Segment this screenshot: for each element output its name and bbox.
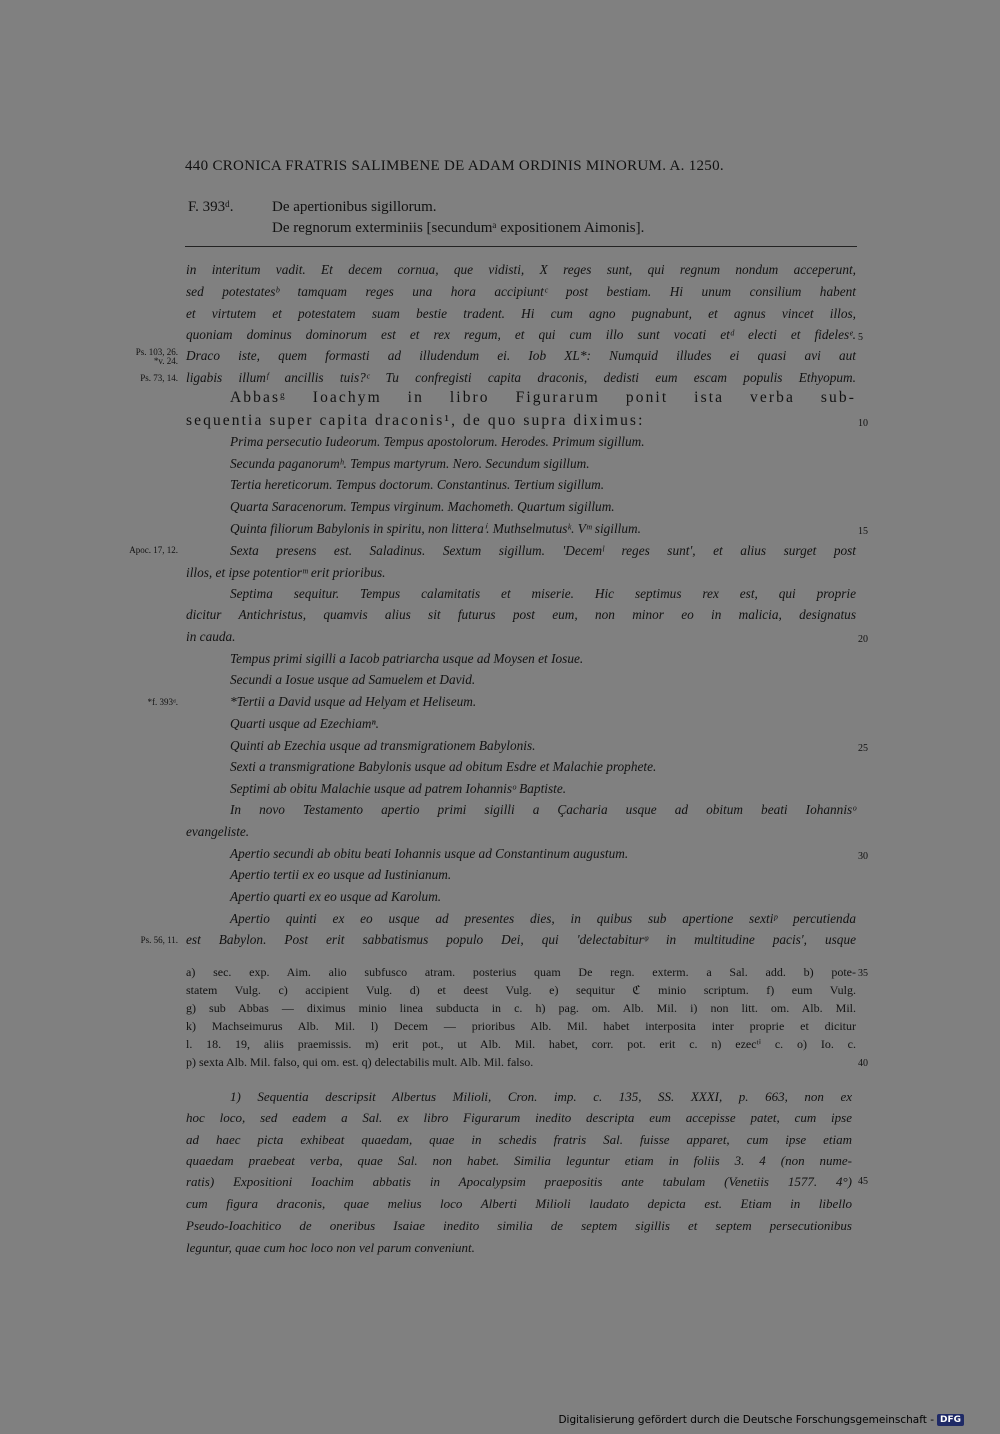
list-item: Tertia hereticorum. Tempus doctorum. Constantinus. Tertium sigillum. [230,477,605,492]
text-line: in cauda. [186,629,236,644]
list-item: Apertio secundi ab obitu beati Iohannis usque ad Constantinum augustum. [230,846,629,861]
apparatus-line: a) sec. exp. Aim. alio subfusco atram. posterius quam De regn. exterm. a Sal. add. b) pote- [186,965,856,979]
note-line: quaedam praebeat verba, quae Sal. non habet. Similia leguntur etiam in foliis 3. 4 (non nume- [186,1153,852,1168]
list-item: Septimi ab obitu Malachie usque ad patrem Iohannisᵒ Baptiste. [230,781,567,796]
margin-reference: Apoc. 17, 12. [129,545,178,555]
line-number: 20 [858,634,868,645]
text-line: est Babylon. Post erit sabbatismus populo Dei, qui 'delectabiturᵠ in multitudine pacis', usque [186,932,856,947]
list-item: Quinti ab Ezechia usque ad transmigrationem Babylonis. [230,738,536,753]
funding-footer [558,1414,964,1426]
margin-reference: *f. 393ᵈ. [147,697,178,707]
list-item: Secunda paganorumʰ. Tempus martyrum. Nero. Secundum sigillum. [230,456,590,471]
note-line: ratis) Expositioni Ioachim abbatis in Apocalypsim praepositis ante tabulam (Venetiis 1577. 4°) [186,1174,852,1189]
heading-rule [185,246,857,247]
margin-reference: Ps. 56, 11. [140,935,178,945]
note-line: cum figura draconis, quae melius loco Alberti Milioli laudato depicta est. Etiam in libello [186,1196,852,1211]
text-line: illos, et ipse potentiorᵐ erit prioribus. [186,565,386,580]
list-item: Quinta filiorum Babylonis in spiritu, non litteraⁱ. Muthselmutusᵏ. Vᵐ sigillum. [230,521,641,536]
line-number: 15 [858,526,868,537]
text-line: evangeliste. [186,824,250,839]
text-line-spaced: Abbasᵍ Ioachym in libro Figurarum ponit ista verba sub- [230,389,856,406]
text-line: et virtutem et potestatem suam bestie tradent. Hi cum agno pugnabunt, et agnus vincet illos, [186,306,856,321]
list-item: Secundi a Iosue usque ad Samuelem et David. [230,672,476,687]
line-number: 40 [858,1058,868,1069]
apparatus-line: l. 18. 19, aliis praemissis. m) erit pot., ut Alb. Mil. habet, corr. pot. erit c. n) ezecᵗⁱ c. o) Io. c. [186,1037,856,1051]
list-item: Quarti usque ad Ezechiamⁿ. [230,716,379,731]
line-number: 30 [858,851,868,862]
list-item: Sexta presens est. Saladinus. Sextum sigillum. 'Decemˡ reges sunt', et alius surget post [230,543,856,558]
apparatus-line: statem Vulg. c) accipient Vulg. d) et deest Vulg. e) sequitur ℭ minio scriptum. f) eum Vulg. [186,983,856,997]
text-line: sed potestatesᵇ tamquam reges una hora accipiuntᶜ post bestiam. Hi unum consilium habent [186,284,856,299]
section-heading-1: De apertionibus sigillorum. [272,199,437,215]
footer-text: Digitalisierung gefördert durch die Deutsche Forschungsgemeinschaft - [558,1414,934,1426]
list-item: Apertio quarti ex eo usque ad Karolum. [230,889,442,904]
text-line: dicitur Antichristus, quamvis alius sit futurus post eum, non minor eo in malicia, designatus [186,607,856,622]
text-line: Draco iste, quem formasti ad illudendum ei. Iob XL*: Numquid illudes ei quasi avi aut [186,348,856,363]
list-item: *Tertii a David usque ad Helyam et Heliseum. [230,694,477,709]
text-line: In novo Testamento apertio primi sigilli a Çacharia usque ad obitum beati Iohannisᵒ [230,802,856,817]
section-heading-2: De regnorum exterminiis [secundumᵃ expositionem Aimonis]. [272,220,645,236]
text-line: Apertio quinti ex eo usque ad presentes dies, in quibus sub apertione sextiᵖ percutienda [230,911,856,926]
text-line: quoniam dominus dominorum est et rex regum, et qui cum illo sunt vocati etᵈ electi et fidelesᵉ. [186,327,856,342]
list-item: Prima persecutio Iudeorum. Tempus apostolorum. Herodes. Primum sigillum. [230,434,645,449]
text-line: in interitum vadit. Et decem cornua, que vidisti, X reges sunt, qui regnum nondum acceperunt, [186,262,856,277]
list-item: Tempus primi sigilli a Iacob patriarcha usque ad Moysen et Iosue. [230,651,584,666]
text-line-spaced: sequentia super capita draconis¹, de quo supra diximus: [186,412,645,429]
line-number: 10 [858,418,868,429]
list-item: Sexti a transmigratione Babylonis usque ad obitum Esdre et Malachie prophete. [230,759,657,774]
apparatus-line: k) Machseimurus Alb. Mil. l) Decem — prioribus Alb. Mil. habet interposita inter proprie et dicitur [186,1019,856,1033]
note-line: leguntur, quae cum hoc loco non vel parum conveniunt. [186,1240,475,1255]
line-number: 35 [858,968,868,979]
margin-reference: *v. 24. [153,356,178,366]
note-line: ad haec picta exhibeat quaedam, quae in schedis fratris Sal. fuisse apparet, cum ipse etiam [186,1132,852,1147]
text-line: Septima sequitur. Tempus calamitatis et miserie. Hic septimus rex est, qui proprie [230,586,856,601]
note-line: Pseudo-Ioachitico de oneribus Isaiae inedito similia de septem sigillis et septem persecutionibus [186,1218,852,1233]
line-number: 5 [858,332,863,343]
list-item: Quarta Saracenorum. Tempus virginum. Machometh. Quartum sigillum. [230,499,615,514]
apparatus-line: p) sexta Alb. Mil. falso, qui om. est. q) delectabilis mult. Alb. Mil. falso. [186,1055,534,1069]
list-item: Apertio tertii ex eo usque ad Iustinianum. [230,867,452,882]
note-line: 1) Sequentia descripsit Albertus Milioli, Cron. imp. c. 135, SS. XXXI, p. 663, non ex [230,1089,852,1104]
folio-reference: F. 393ᵈ. [188,199,234,215]
margin-reference: Ps. 103, 26. [135,347,178,357]
running-head: 440 CRONICA FRATRIS SALIMBENE DE ADAM ORDINIS MINORUM. A. 1250. [185,158,724,174]
line-number: 45 [858,1176,868,1187]
margin-reference: Ps. 73, 14. [140,373,178,383]
note-line: hoc loco, sed eadem a Sal. ex libro Figurarum inedito descripta eum accepisse patet, cum ipse [186,1110,852,1125]
text-line: ligabis illumᶠ ancillis tuis?ᶜ Tu confregisti capita draconis, dedisti eum escam populis Ethyopum. [186,370,856,385]
line-number: 25 [858,743,868,754]
dfg-logo: DFG [937,1414,964,1426]
apparatus-line: g) sub Abbas — diximus minio linea subducta in c. h) pag. om. Alb. Mil. i) non litt. om. Alb. Mil. [186,1001,856,1015]
